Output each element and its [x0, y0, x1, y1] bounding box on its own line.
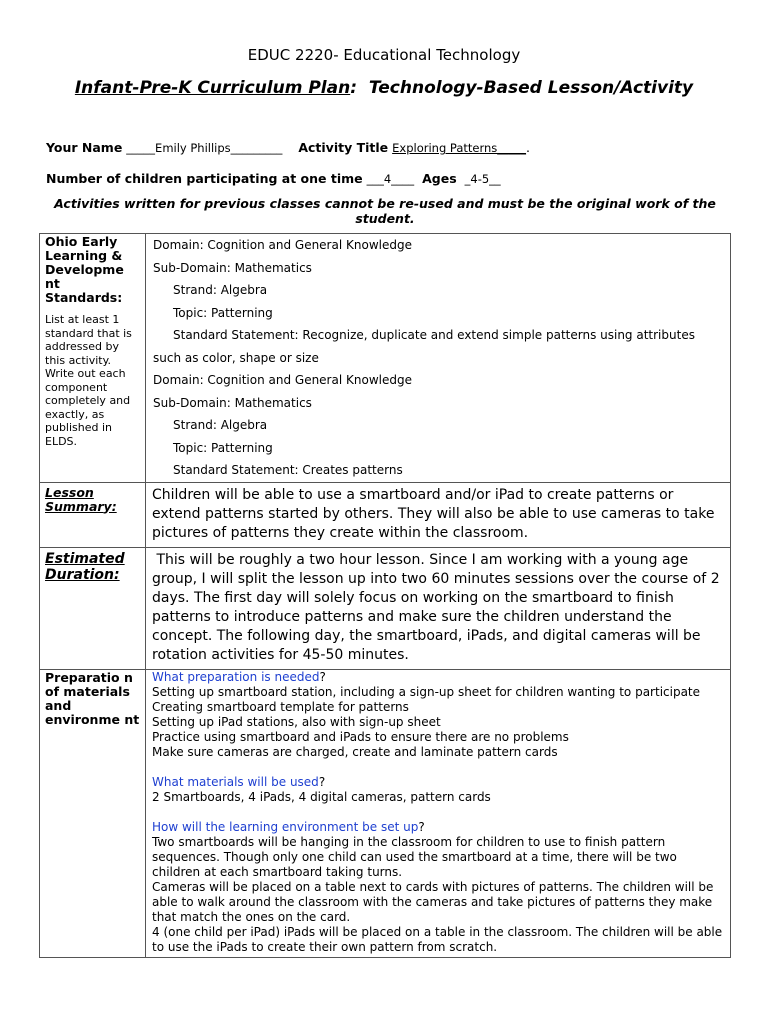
plan-title — [0, 78, 768, 98]
count-value: ___4____ — [366, 172, 415, 186]
standards-row — [40, 234, 731, 483]
duration-label: Estimated Duration: — [45, 550, 125, 583]
duration-text: This will be roughly a two hour lesson. Since I am working with a young age group, I will split the lesson up into two 60 minutes sessions over the course of 2 days. The first day will solely focus on working on the smartboard to finish patterns to introduce patterns and make sure the children understand the concept. The following day, the smartboard, iPads, and digital cameras will be rotation activities for 45-50 minutes. — [152, 551, 725, 663]
standards-label: Ohio Early Learning & Developme nt Standards: — [45, 234, 124, 305]
activity-title-label: Activity Title — [298, 140, 389, 155]
name-label: Your Name — [46, 140, 123, 155]
standards-note: List at least 1 standard that is addressed by this activity. Write out each component completely and exactly, as published in ELDS. — [45, 313, 132, 448]
standards-content-cell — [146, 234, 731, 483]
environment-answer-para: 4 (one child per iPad) iPads will be placed on a table in the classroom. The children will be able to use the iPads to create their own pattern from scratch. — [152, 924, 723, 954]
preparation-answer-line: Make sure cameras are charged, create and laminate pattern cards — [152, 744, 558, 759]
preparation-answer-line: Practice using smartboard and iPads to ensure there are no problems — [152, 729, 569, 744]
standard-line: Standard Statement: Recognize, duplicate and extend simple patterns using attributes — [173, 328, 695, 342]
environment-answer-para: Two smartboards will be hanging in the classroom for children to use to finish pattern sequences. Though only one child can used the smartboard at a time, there will be two children at each smartboard taking turns. — [152, 834, 677, 879]
ages-value: _4-5__ — [464, 172, 501, 186]
standard-line: Sub-Domain: Mathematics — [153, 260, 312, 275]
plan-title-part2: Technology-Based Lesson/Activity — [357, 78, 694, 98]
count-ages-line — [46, 171, 501, 186]
preparation-answer-line: Setting up smartboard station, including a sign-up sheet for children wanting to participate — [152, 684, 701, 699]
environment-answer-para: Cameras will be placed on a table next to cards with pictures of patterns. The children will be able to walk around the classroom with the cameras and take pictures of patterns they make that match the ones on the card. — [152, 879, 714, 924]
standard-line: Strand: Algebra — [173, 283, 268, 297]
standard-line: Topic: Patterning — [173, 305, 273, 320]
curriculum-plan-table — [39, 233, 731, 958]
plan-title-part1: Infant-Pre-K Curriculum Plan — [74, 78, 351, 98]
standards-label-cell — [40, 234, 146, 483]
name-activity-line: Your Name _____Emily Phillips_________ Activity Title Exploring Patterns_____. — [46, 140, 530, 155]
plan-title-colon: : — [350, 78, 358, 98]
standard-line: Strand: Algebra — [173, 418, 268, 432]
preparation-answer-line: Creating smartboard template for patterns — [152, 699, 409, 714]
standard-line: such as color, shape or size — [153, 350, 319, 365]
originality-notice: Activities written for previous classes cannot be re-used and must be the original work of the student. — [54, 196, 716, 226]
materials-question: What materials will be used? — [152, 774, 326, 789]
standard-line: Sub-Domain: Mathematics — [153, 395, 312, 410]
activity-title-value: Exploring Patterns_____ — [392, 141, 527, 155]
preparation-content — [146, 670, 730, 957]
duration-label-cell — [40, 547, 146, 669]
duration-row — [40, 547, 731, 669]
preparation-content-cell — [146, 669, 731, 957]
standard-line: Topic: Patterning — [173, 440, 273, 455]
summary-label-cell — [40, 482, 146, 547]
duration-content-cell — [146, 547, 731, 669]
standard-line: Domain: Cognition and General Knowledge — [153, 238, 412, 252]
summary-label: Lesson Summary: — [45, 484, 117, 514]
summary-content-cell — [146, 482, 731, 547]
materials-answer: 2 Smartboards, 4 iPads, 4 digital cameras, pattern cards — [152, 789, 491, 804]
preparation-label-cell — [40, 669, 146, 957]
standard-line: Domain: Cognition and General Knowledge — [153, 373, 412, 387]
preparation-question: What preparation is needed? — [152, 669, 326, 684]
course-title: EDUC 2220- Educational Technology — [247, 46, 521, 64]
preparation-row — [40, 669, 731, 957]
preparation-answer-line: Setting up iPad stations, also with sign-up sheet — [152, 714, 441, 729]
preparation-label: Preparatio n of materials and environme nt — [45, 669, 140, 727]
standard-line: Standard Statement: Creates patterns — [173, 463, 403, 477]
environment-question: How will the learning environment be set up? — [152, 819, 425, 834]
count-label: Number of children participating at one time — [46, 171, 363, 186]
ages-label: Ages — [422, 171, 457, 186]
summary-text: Children will be able to use a smartboard and/or iPad to create patterns or extend patterns started by others. They will also be able to use cameras to take pictures of patterns they create within the classroom. — [152, 486, 715, 541]
name-value: _____Emily Phillips_________ — [126, 141, 283, 155]
summary-row — [40, 482, 731, 547]
